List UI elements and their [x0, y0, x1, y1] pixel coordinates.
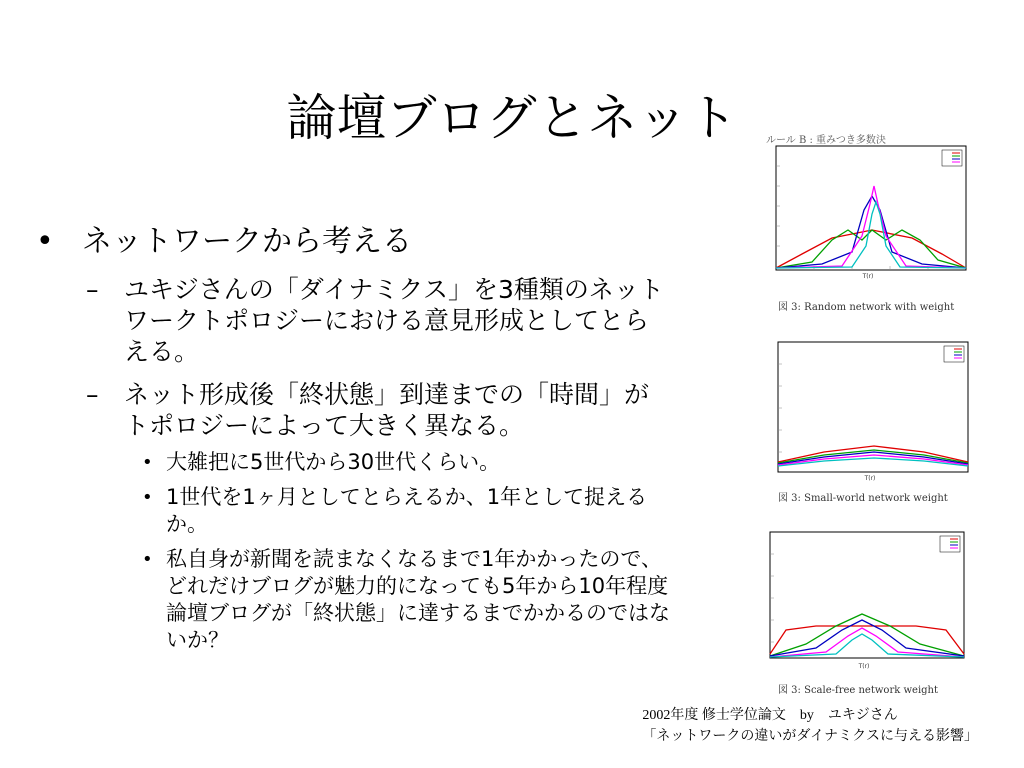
sub-bullet-item	[86, 274, 672, 367]
slide-title: 論壇ブログとネット	[286, 89, 738, 147]
subsub-bullet-item	[142, 484, 672, 538]
credit-line-2: 「ネットワークの違いがダイナミクスに与える影響」	[642, 728, 978, 744]
sub-bullet-text: ユキジさんの「ダイナミクス」を3種類のネットワークトポロジーにおける意見形成としてとらえる。	[124, 275, 664, 366]
figure-rule-label: ルール B : 重みつき多数決	[766, 135, 886, 146]
source-credit	[642, 706, 978, 746]
x-axis-label: T(r)	[858, 663, 870, 670]
subsub-bullet-text: 私自身が新聞を読まなくなるまで1年かかったので、どれだけブログが魅力的になっても5年から10年程度論壇ブログが「終状態」に達するまでかかるのではないか？	[166, 547, 670, 652]
bullet-marker: •	[36, 224, 54, 259]
sub-bullet-marker: –	[86, 275, 99, 304]
x-axis-label: T(r)	[864, 475, 876, 482]
figure-small-world-network	[764, 334, 974, 482]
figure-scale-free-network	[756, 526, 970, 674]
bullet-text: ネットワークから考える	[82, 224, 412, 259]
sub-bullet-item	[86, 379, 672, 441]
subsub-bullet-text: 大雑把に5世代から30世代くらい。	[166, 450, 501, 474]
subsub-bullet-item	[142, 546, 672, 654]
credit-line-1: 2002年度 修士学位論文 by ユキジさん	[642, 708, 898, 723]
subsub-bullet-marker: •	[142, 487, 153, 508]
figure-random-network-plot	[762, 126, 972, 280]
sub-bullet-marker: –	[86, 380, 99, 409]
figure-caption: 図 3: Small-world network weight	[778, 493, 948, 504]
bullet-list	[32, 222, 672, 654]
subsub-bullet-text: 1世代を1ヶ月としてとらえるか、1年として捉えるか。	[166, 485, 648, 536]
subsub-bullet-item	[142, 449, 672, 476]
figure-scale-free-network-plot	[756, 526, 970, 674]
subsub-bullet-marker: •	[142, 452, 153, 473]
figure-random-network	[762, 126, 972, 280]
subsub-bullet-marker: •	[142, 549, 153, 570]
bullet-item	[32, 222, 672, 262]
x-axis-label: T(r)	[862, 273, 874, 280]
figure-caption: 図 3: Random network with weight	[778, 302, 955, 313]
figure-caption: 図 3: Scale-free network weight	[778, 685, 939, 696]
sub-bullet-text: ネット形成後「終状態」到達までの「時間」がトポロジーによって大きく異なる。	[124, 380, 650, 440]
figure-small-world-network-plot	[764, 334, 974, 482]
